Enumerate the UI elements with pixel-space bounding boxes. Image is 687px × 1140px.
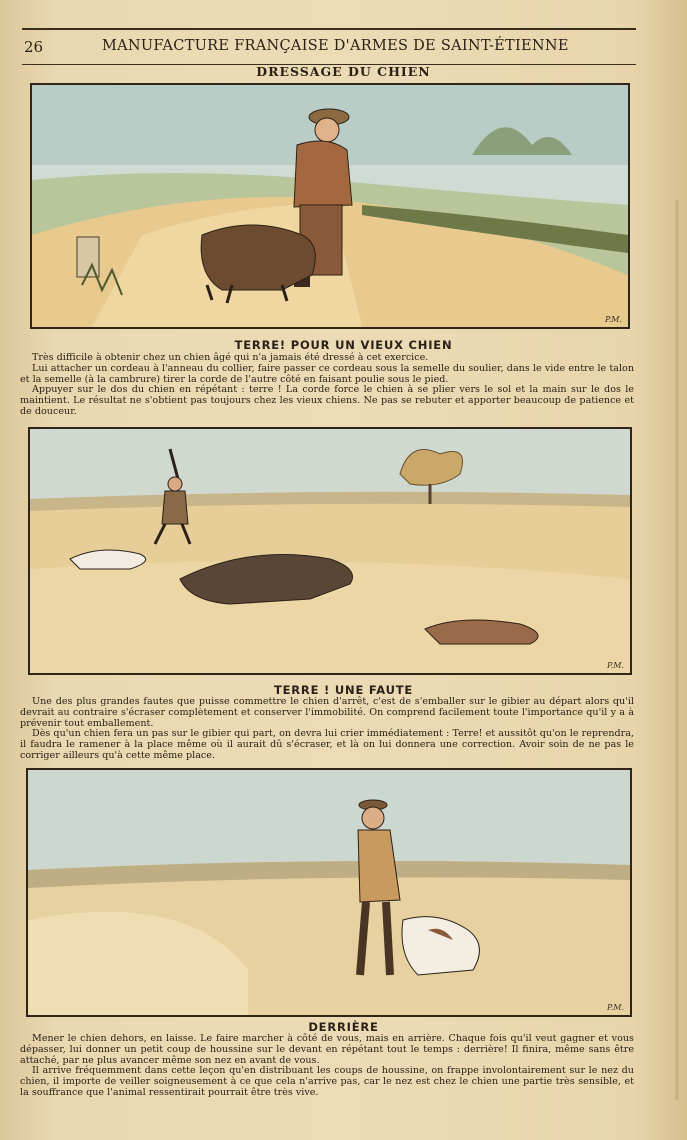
artist-signature: P.M.: [604, 315, 622, 324]
section-title: DRESSAGE DU CHIEN: [256, 64, 431, 79]
page-number: 26: [24, 38, 44, 56]
text-block-3: [20, 1034, 634, 1099]
page-header: [22, 28, 636, 65]
running-title: MANUFACTURE FRANÇAISE D'ARMES DE SAINT-ÉTIENNE: [102, 38, 569, 54]
caption-old-dog-down: TERRE! POUR UN VIEUX CHIEN: [234, 338, 453, 352]
illustration-3-drawing: [28, 770, 630, 1015]
page-edge-shadow: [675, 200, 679, 1100]
paragraph: Une des plus grandes fautes que puisse commettre le chien d'arrêt, c'est de s'emballer sur le gibier au départ alors qu'il devrait au contraire s'écraser complètement et conserver l'immobilité. On comprend facilement toute l'importance qu'il y a à prévenir tout emballement.: [20, 696, 634, 729]
illustration-2-drawing: [30, 429, 630, 673]
illustration-1-drawing: [32, 85, 628, 327]
paragraph: Lui attacher un cordeau à l'anneau du collier, faire passer ce cordeau sous la semelle du soulier, dans le vide entre le talon et la semelle (à la cambrure) tirer la corde de l'autre côté en faisant poulie sous le pied.: [20, 362, 634, 385]
paragraph: Dès qu'un chien fera un pas sur le gibier qui part, on devra lui crier immédiatement : Terre! et aussitôt qu'on le reprendra, il faudra le ramener à la place même où il aurait dû s'écraser, et là on lui donnera une correction. Avoir soin de ne pas le corriger ailleurs qu'à cette même place.: [20, 728, 634, 761]
paragraph: Appuyer sur le dos du chien en répétant : terre ! La corde force le chien à se plier vers le sol et la main sur le dos le maintient. Le résultat ne s'obtient pas toujours chez les vieux chiens. Ne pas se rebuter et apporter beaucoup de patience et de douceur.: [20, 384, 634, 417]
illustration-heel: [26, 768, 632, 1017]
caption-heel: DERRIÈRE: [308, 1020, 379, 1034]
artist-signature: P.M.: [606, 1003, 624, 1012]
text-block-1: [20, 353, 634, 418]
illustration-fault-down: [28, 427, 632, 675]
paragraph: Très difficile à obtenir chez un chien âgé qui n'a jamais été dressé à cet exercice.: [32, 352, 429, 363]
illustration-old-dog-down: [30, 83, 630, 329]
paragraph: Il arrive fréquemment dans cette leçon qu'en distribuant les coups de houssine, on frappe involontairement sur le nez du chien, il importe de veiller soigneusement à ce que cela n'arrive pas, car le nez est chez le chien une partie très sensible, et la souffrance que l'animal ressentirait pourrait être très vive.: [20, 1065, 634, 1098]
artist-signature: P.M.: [606, 661, 624, 670]
caption-fault-down: TERRE ! UNE FAUTE: [273, 683, 414, 697]
paragraph: Mener le chien dehors, en laisse. Le faire marcher à côté de vous, mais en arrière. Chaque fois qu'il veut gagner et vous dépasser, lui donner un petit coup de houssine sur le devant en répétant tout le temps : derrière! Il finira, même sans être attaché, par ne plus avancer même son nez en avant de vous.: [20, 1033, 634, 1066]
text-block-2: [20, 697, 634, 762]
